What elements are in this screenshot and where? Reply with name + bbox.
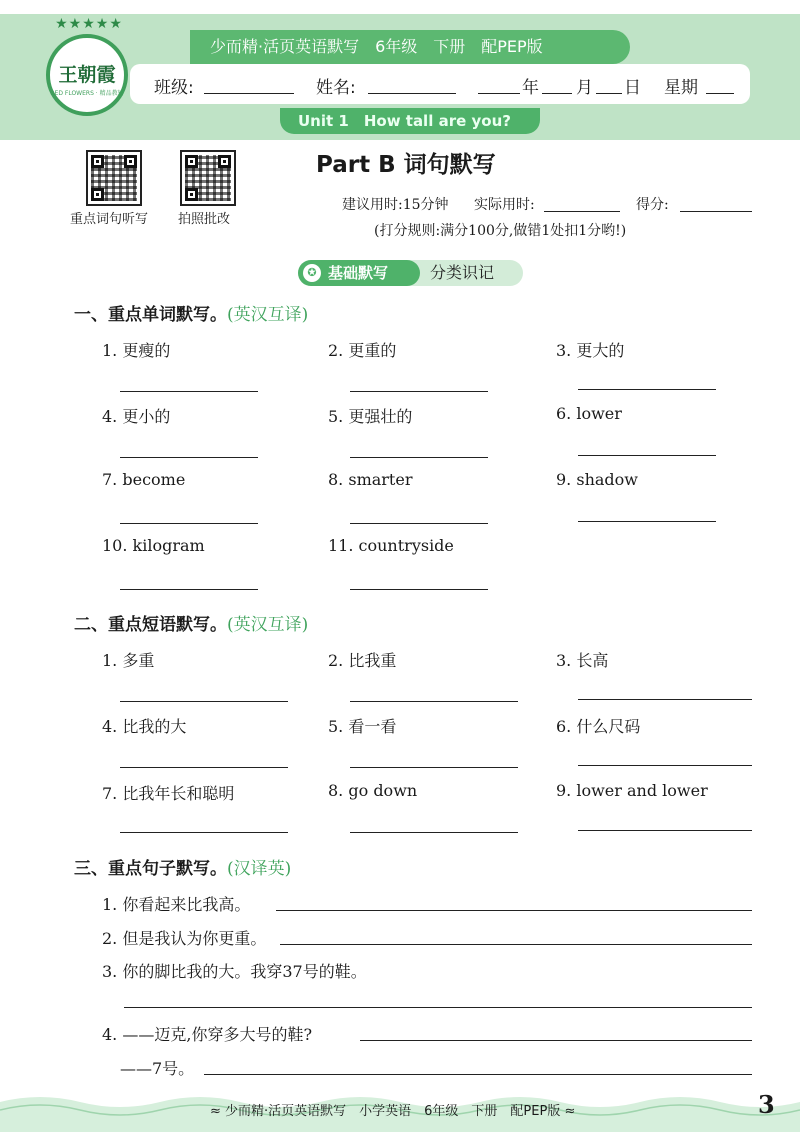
section-heading-words — [74, 300, 308, 325]
brand-logo — [46, 16, 128, 116]
answer-line[interactable] — [120, 767, 288, 768]
logo-tagline: RED FLOWERS · 精品教辅 — [50, 90, 124, 97]
phrase-item: 9. lower and lower — [556, 781, 708, 800]
word-item: 7. become — [102, 470, 186, 489]
pill-left-label: 基础默写 — [328, 264, 389, 282]
suggested-time: 建议用时:15分钟 — [342, 197, 449, 213]
word-item: 1. 更瘦的 — [102, 341, 171, 360]
footer — [0, 1088, 800, 1132]
answer-line[interactable] — [120, 523, 258, 524]
page-title: Part B 词句默写 — [316, 152, 496, 178]
sentence-item: ——7号。 — [120, 1059, 195, 1078]
page-number: 3 — [758, 1090, 775, 1119]
phrase-item: 6. 什么尺码 — [556, 717, 641, 736]
section-title: 一、重点单词默写。 — [74, 305, 227, 325]
section-title: 三、重点句子默写。 — [74, 859, 227, 879]
section-heading-sentences — [74, 854, 291, 879]
word-item: 9. shadow — [556, 470, 638, 489]
section-pill — [298, 260, 523, 286]
phrase-item: 1. 多重 — [102, 651, 155, 670]
phrase-item: 2. 比我重 — [328, 651, 397, 670]
score-field[interactable] — [680, 211, 752, 212]
answer-line[interactable] — [120, 391, 258, 392]
name-label: 姓名: — [316, 78, 356, 98]
day-label: 日 — [624, 78, 641, 98]
month-label: 月 — [576, 78, 593, 98]
name-field[interactable] — [368, 93, 456, 94]
footer-text: ≈ 少而精·活页英语默写 小学英语 6年级 下册 配PEP版 ≈ — [210, 1104, 576, 1119]
answer-line[interactable] — [350, 589, 488, 590]
answer-line[interactable] — [120, 832, 288, 833]
answer-line[interactable] — [280, 944, 752, 945]
word-item: 5. 更强壮的 — [328, 407, 413, 426]
word-item: 8. smarter — [328, 470, 413, 489]
answer-line[interactable] — [578, 830, 752, 831]
qr-finder — [124, 155, 137, 168]
answer-line[interactable] — [350, 701, 518, 702]
answer-line[interactable] — [578, 521, 716, 522]
sentence-item: 1. 你看起来比我高。 — [102, 895, 251, 914]
qr-label-grading: 拍照批改 — [178, 212, 231, 227]
qr-code-grading[interactable] — [180, 150, 236, 206]
answer-line[interactable] — [204, 1074, 752, 1075]
section-note: (英汉互译) — [227, 615, 309, 635]
word-item: 4. 更小的 — [102, 407, 171, 426]
section-note: (英汉互译) — [227, 305, 309, 325]
sentence-item: 4. ——迈克,你穿多大号的鞋? — [102, 1025, 313, 1044]
answer-line[interactable] — [578, 765, 752, 766]
qr-finder — [218, 155, 231, 168]
class-field[interactable] — [204, 93, 294, 94]
sentence-item: 2. 但是我认为你更重。 — [102, 929, 267, 948]
year-field[interactable] — [478, 93, 520, 94]
phrase-item: 7. 比我年长和聪明 — [102, 784, 235, 803]
actual-time-field[interactable] — [544, 211, 620, 212]
year-label: 年 — [522, 78, 539, 98]
answer-line[interactable] — [124, 1007, 752, 1008]
series-banner: 少而精·活页英语默写 6年级 下册 配PEP版 — [190, 30, 630, 64]
qr-finder — [91, 155, 104, 168]
class-label: 班级: — [154, 78, 194, 98]
word-item: 10. kilogram — [102, 536, 205, 555]
weekday-label: 星期 — [664, 78, 698, 98]
word-item: 2. 更重的 — [328, 341, 397, 360]
day-field[interactable] — [596, 93, 622, 94]
section-heading-phrases — [74, 610, 308, 635]
qr-code-dictation[interactable] — [86, 150, 142, 206]
score-label: 得分: — [636, 197, 669, 213]
answer-line[interactable] — [350, 832, 518, 833]
actual-time-label: 实际用时: — [474, 197, 535, 213]
pill-right-label: 分类识记 — [430, 263, 495, 282]
phrase-item: 3. 长高 — [556, 651, 609, 670]
qr-finder — [185, 188, 198, 201]
answer-line[interactable] — [578, 455, 716, 456]
answer-line[interactable] — [350, 523, 488, 524]
word-item: 11. countryside — [328, 536, 454, 555]
answer-line[interactable] — [120, 701, 288, 702]
qr-finder — [91, 188, 104, 201]
answer-line[interactable] — [120, 457, 258, 458]
answer-line[interactable] — [360, 1040, 752, 1041]
section-title: 二、重点短语默写。 — [74, 615, 227, 635]
answer-line[interactable] — [578, 699, 752, 700]
phrase-item: 4. 比我的大 — [102, 717, 187, 736]
phrase-item: 5. 看一看 — [328, 717, 397, 736]
medal-icon: ✪ — [303, 264, 321, 282]
weekday-field[interactable] — [706, 93, 734, 94]
student-info-box — [130, 64, 750, 104]
logo-text: 王朝霞 — [58, 64, 116, 86]
qr-label-dictation: 重点词句听写 — [70, 212, 149, 227]
section-note: (汉译英) — [227, 859, 292, 879]
answer-line[interactable] — [350, 391, 488, 392]
answer-line[interactable] — [350, 767, 518, 768]
sentence-item: 3. 你的脚比我的大。我穿37号的鞋。 — [102, 962, 367, 981]
answer-line[interactable] — [578, 389, 716, 390]
scoring-rule: (打分规则:满分100分,做错1处扣1分哟!) — [374, 223, 627, 239]
unit-title: Unit 1 How tall are you? — [280, 108, 540, 134]
pill-basic — [298, 260, 420, 286]
word-item: 3. 更大的 — [556, 341, 625, 360]
star-icon: ★★★★★ — [55, 16, 123, 32]
word-item: 6. lower — [556, 404, 622, 423]
answer-line[interactable] — [120, 589, 258, 590]
month-field[interactable] — [542, 93, 572, 94]
phrase-item: 8. go down — [328, 781, 418, 800]
answer-line[interactable] — [276, 910, 752, 911]
answer-line[interactable] — [350, 457, 488, 458]
qr-finder — [185, 155, 198, 168]
